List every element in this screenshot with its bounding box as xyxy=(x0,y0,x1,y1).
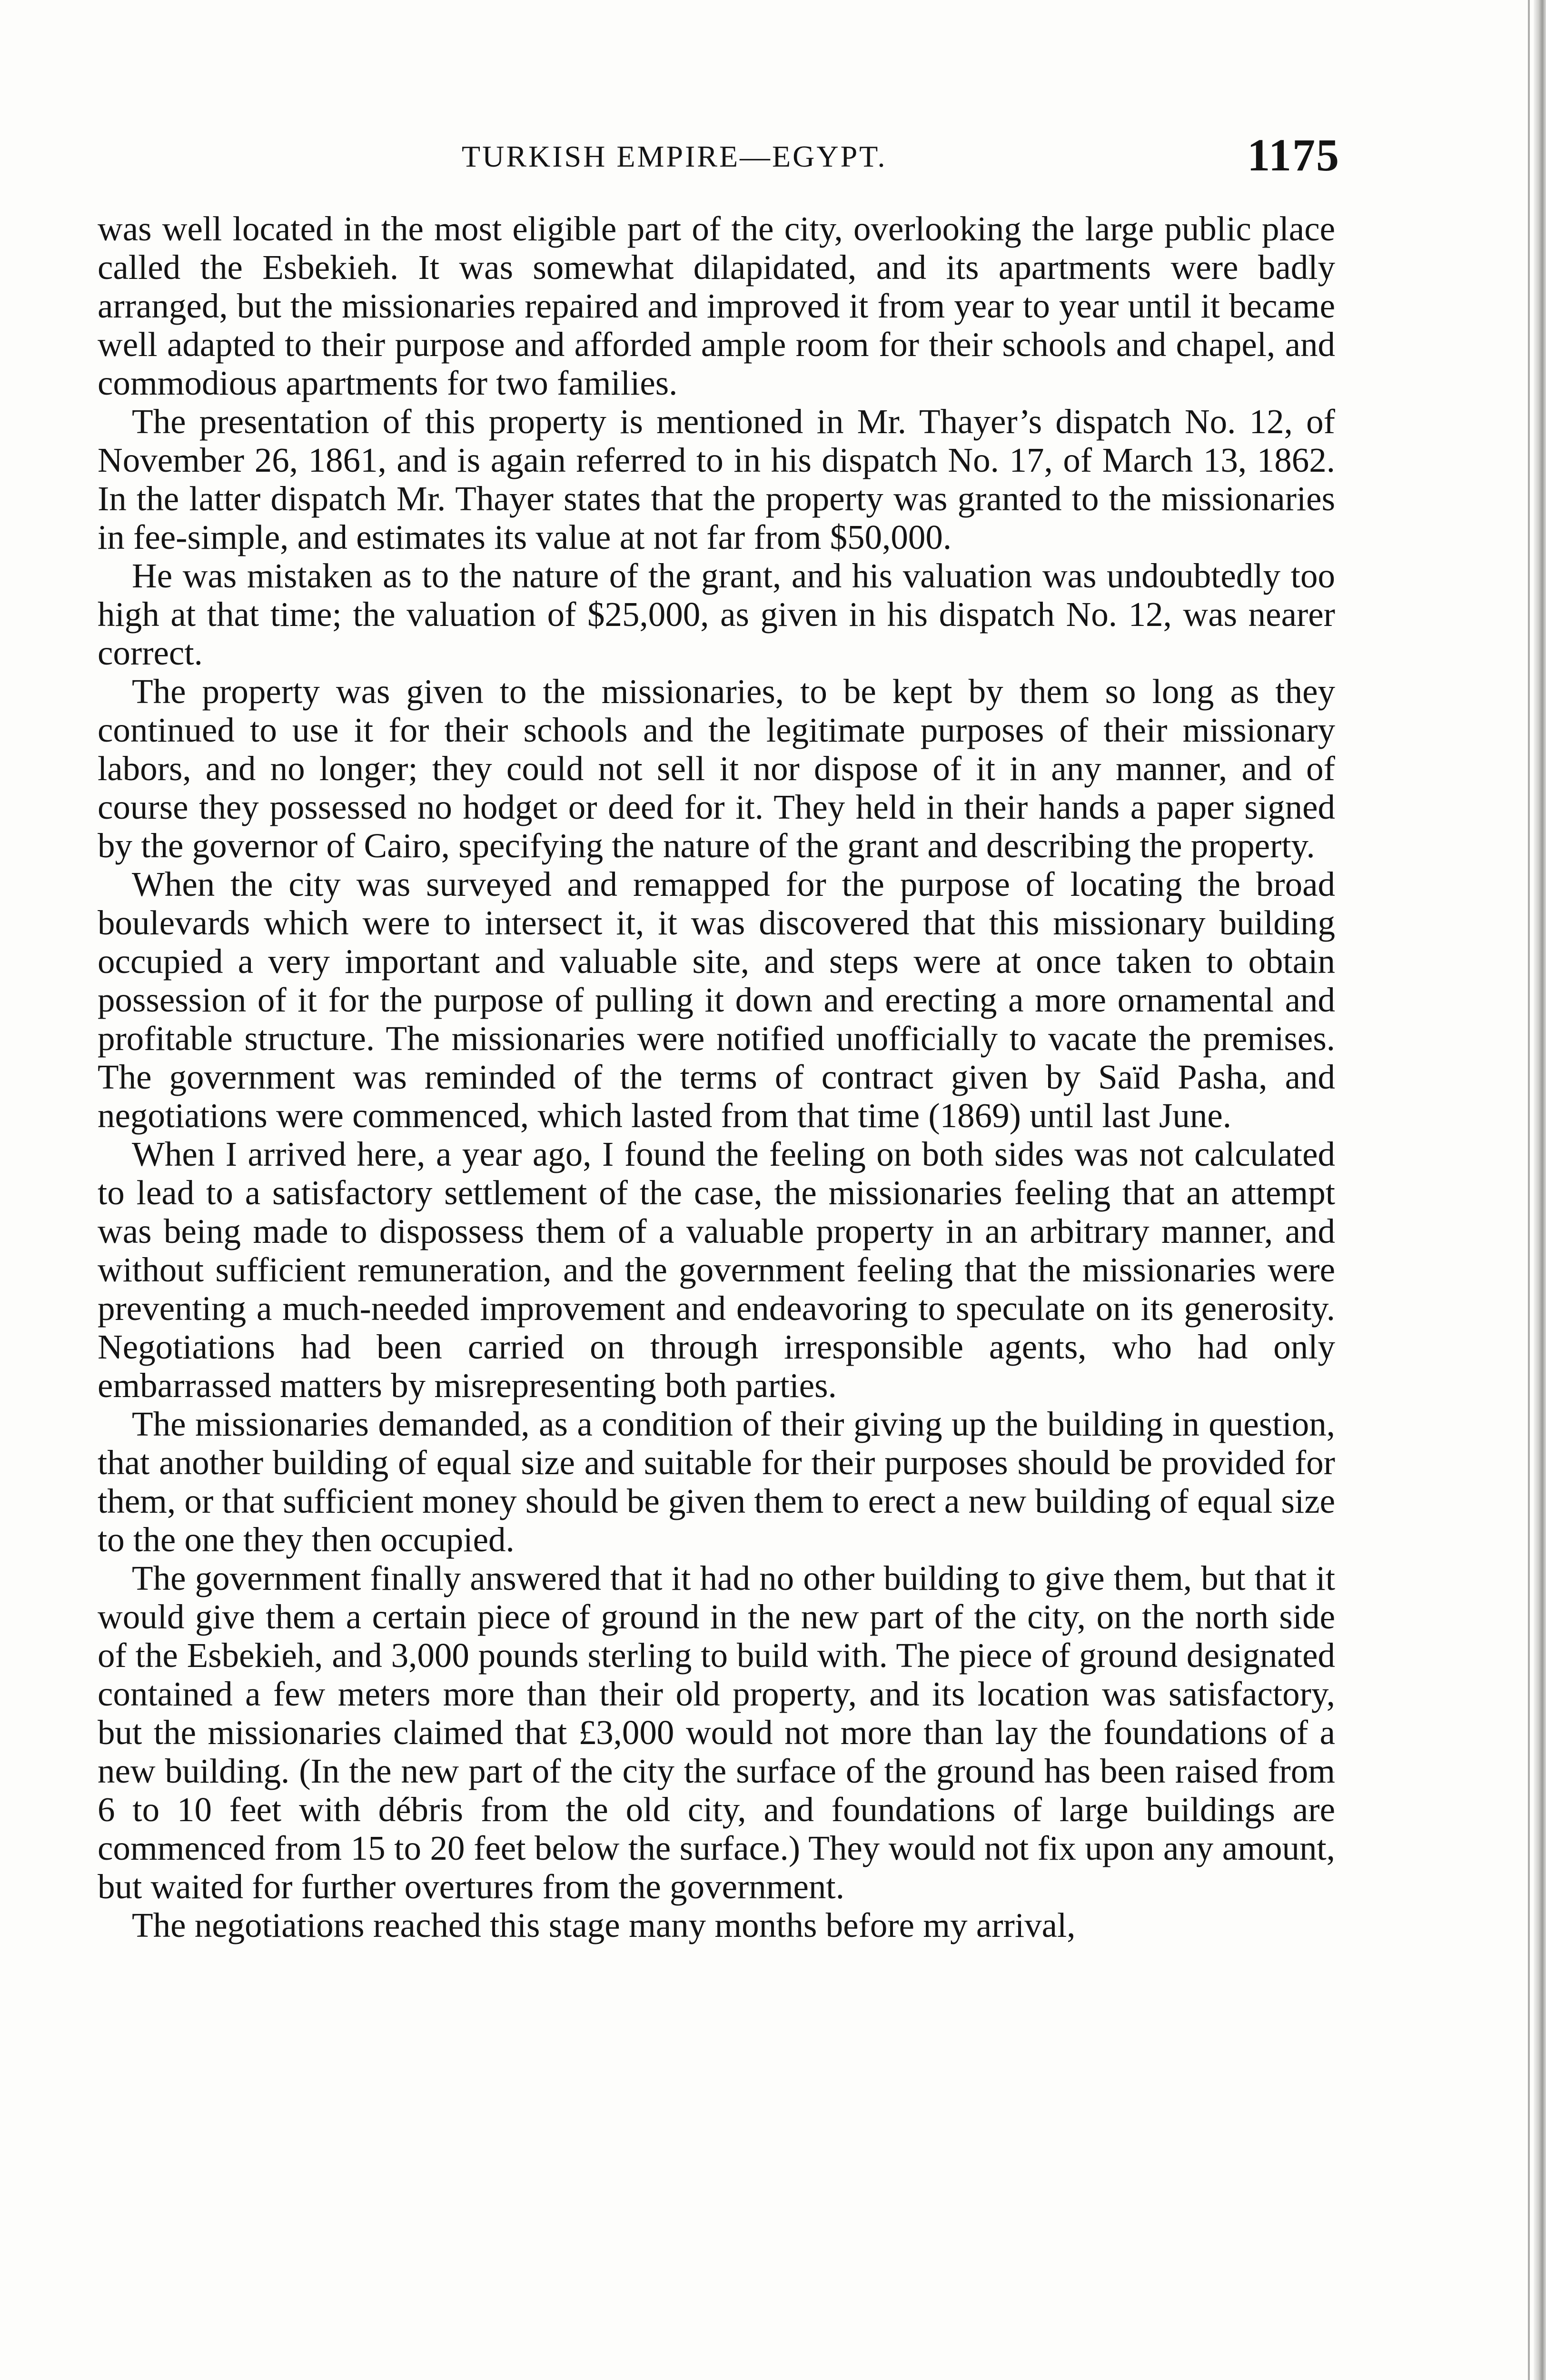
page-number: 1175 xyxy=(1247,129,1340,180)
paragraph-6: When I arrived here, a year ago, I found the feeling on both sides was not calculated to lead to a satisfactory settlement of the case, the missionaries feeling that an attempt was being made to dispossess them of a valuable property in an arbitrary manner, and without sufficient remuneration, and the government feeling that the missionaries were preventing a much-needed improvement and endeavoring to speculate on its generosity. Negotiations had been carried on through irresponsible agents, who had only embarrassed matters by misrepresenting both parties. xyxy=(98,1135,1335,1405)
page-header xyxy=(98,129,1354,186)
paragraph-1: was well located in the most eligible part of the city, overlooking the large public place called the Esbekieh. It was somewhat dilapidated, and its apartments were badly arranged, but the missionaries repaired and improved it from year to year until it became well adapted to their purpose and afforded ample room for their schools and chapel, and commodious apartments for two families. xyxy=(98,209,1335,402)
paragraph-2: The presentation of this property is mentioned in Mr. Thayer’s dispatch No. 12, of November 26, 1861, and is again referred to in his dispatch No. 17, of March 13, 1862. In the latter dispatch Mr. Thayer states that the property was granted to the missionaries in fee-simple, and estimates its value at not far from $50,000. xyxy=(98,402,1335,556)
paragraph-3: He was mistaken as to the nature of the grant, and his valuation was undoubtedly too high at that time; the valuation of $25,000, as given in his dispatch No. 12, was nearer correct. xyxy=(98,556,1335,672)
paragraph-8: The government finally answered that it had no other building to give them, but that it would give them a certain piece of ground in the new part of the city, on the north side of the Esbekieh, and 3,000 pounds sterling to build with. The piece of ground designated contained a few meters more than their old property, and its location was satisfactory, but the missionaries claimed that £3,000 would not more than lay the foundations of a new building. (In the new part of the city the surface of the ground has been raised from 6 to 10 feet with débris from the old city, and foundations of large buildings are commenced from 15 to 20 feet below the surface.) They would not fix upon any amount, but waited for further overtures from the government. xyxy=(98,1559,1335,1906)
paragraph-7: The missionaries demanded, as a condition of their giving up the building in question, that another building of equal size and suitable for their purposes should be provided for them, or that sufficient money should be given them to erect a new building of equal size to the one they then occupied. xyxy=(98,1405,1335,1559)
paragraph-5: When the city was surveyed and remapped for the purpose of locating the broad boulevards which were to intersect it, it was discovered that this missionary building occupied a very important and valuable site, and steps were at once taken to obtain possession of it for the purpose of pulling it down and erecting a more ornamental and profitable structure. The missionaries were notified unofficially to vacate the premises. The government was reminded of the terms of contract given by Saïd Pasha, and negotiations were commenced, which lasted from that time (1869) until last June. xyxy=(98,865,1335,1135)
page-edge-shadow xyxy=(1534,0,1546,2380)
body-text xyxy=(98,209,1335,2361)
paragraph-4: The property was given to the missionaries, to be kept by them so long as they continued to use it for their schools and the legitimate purposes of their missionary labors, and no longer; they could not sell it nor dispose of it in any manner, and of course they possessed no hodget or deed for it. They held in their hands a paper signed by the governor of Cairo, specifying the nature of the grant and describing the property. xyxy=(98,672,1335,865)
running-head: TURKISH EMPIRE—EGYPT. xyxy=(462,139,887,173)
binding-edge-line xyxy=(1528,0,1530,2380)
paragraph-9: The negotiations reached this stage many months before my arrival, xyxy=(132,1906,1076,1944)
